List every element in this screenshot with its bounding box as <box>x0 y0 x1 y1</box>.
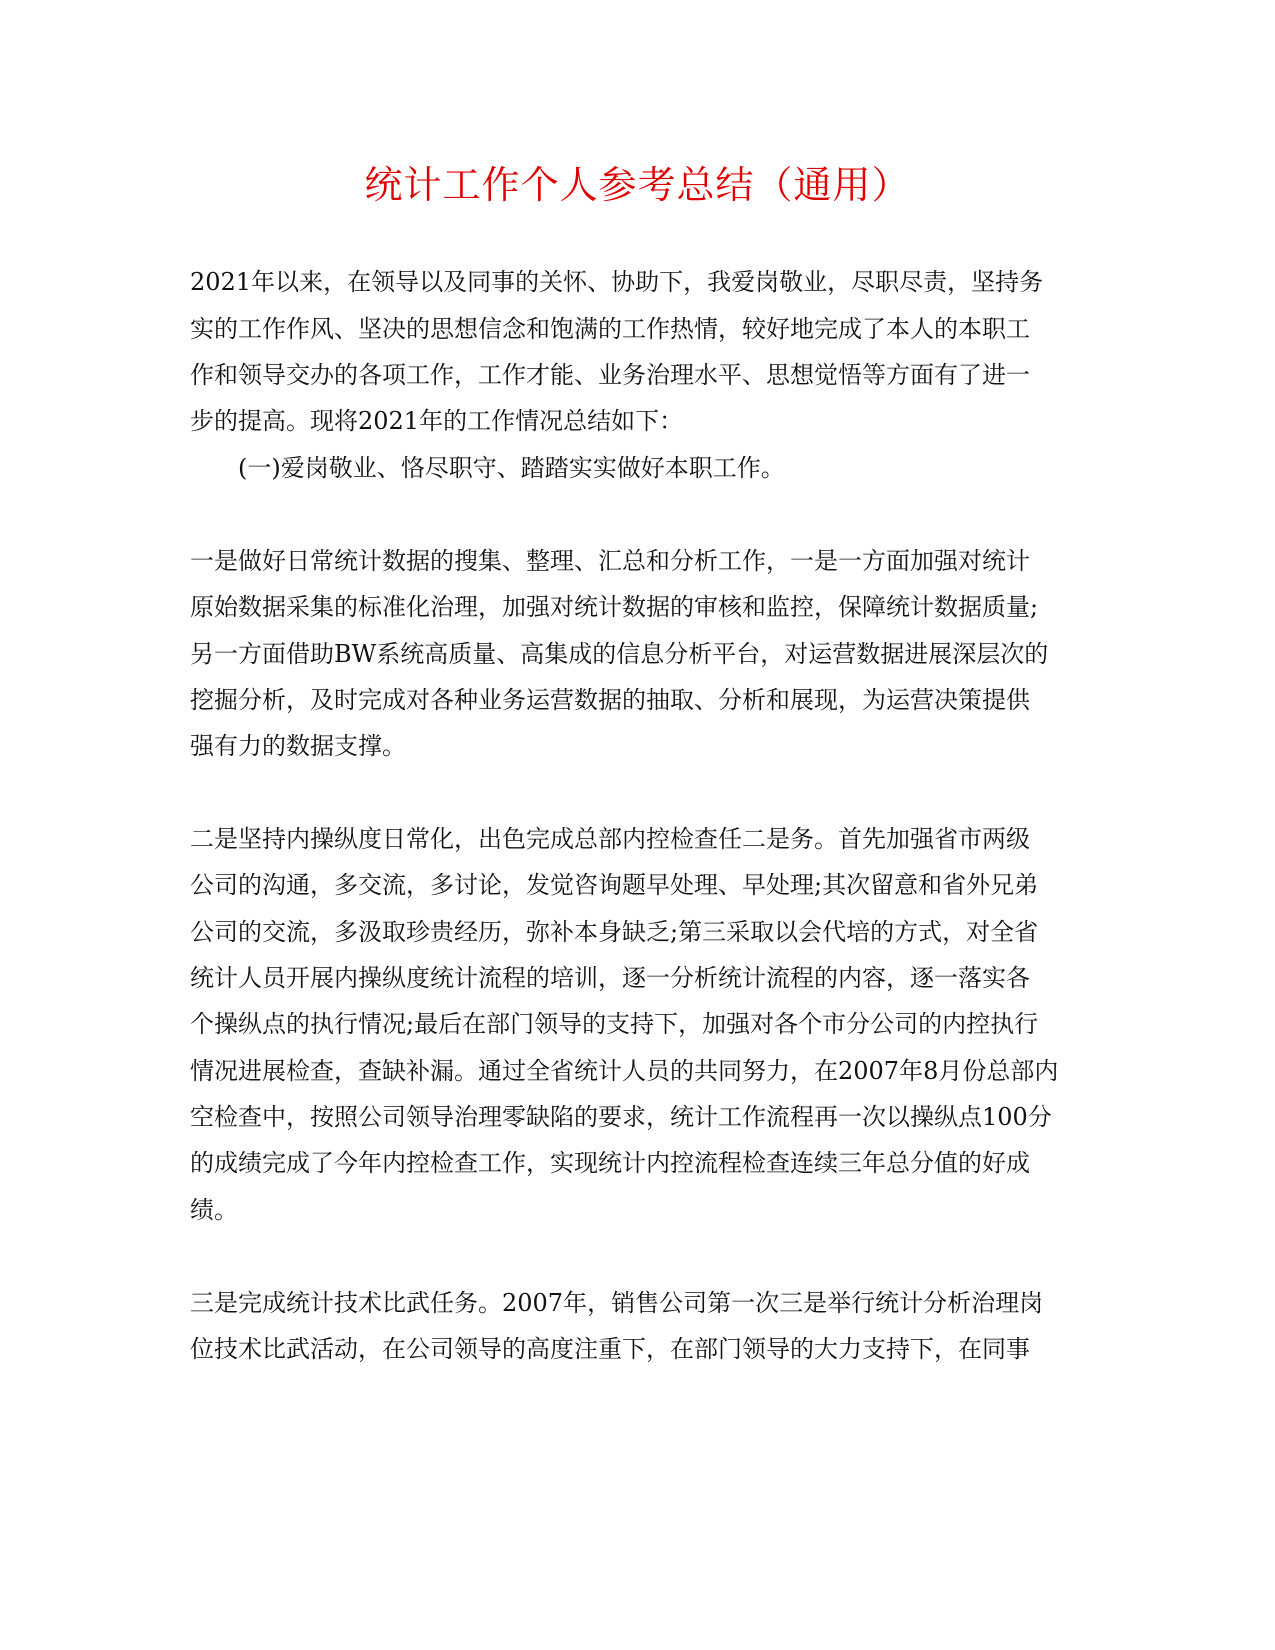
text-line: 三是完成统计技术比武任务。2007年，销售公司第一次三是举行统计分析治理岗 <box>190 1289 1044 1317</box>
text-line: 空检查中，按照公司领导治理零缺陷的要求，统计工作流程再一次以操纵点100分 <box>190 1103 1052 1131</box>
text-line: 公司的沟通，多交流，多讨论，发觉咨询题早处理、早处理;其次留意和省外兄弟 <box>190 871 1039 899</box>
document-title: 统计工作个人参考总结（通用） <box>364 163 911 207</box>
text-line: 强有力的数据支撑。 <box>190 732 406 760</box>
text-line: 步的提高。现将2021年的工作情况总结如下： <box>190 407 684 435</box>
text-line: 实的工作作风、坚决的思想信念和饱满的工作热情，较好地完成了本人的本职工 <box>190 315 1030 343</box>
text-line: 位技术比武活动，在公司领导的高度注重下，在部门领导的大力支持下，在同事 <box>190 1335 1030 1363</box>
text-line: 原始数据采集的标准化治理，加强对统计数据的审核和监控，保障统计数据质量; <box>190 593 1039 621</box>
text-line: 的成绩完成了今年内控检查工作，实现统计内控流程检查连续三年总分值的好成 <box>190 1149 1030 1177</box>
text-line: 情况进展检查，查缺补漏。通过全省统计人员的共同努力，在2007年8月份总部内 <box>190 1057 1059 1085</box>
section-heading: (一)爱岗敬业、恪尽职守、踏踏实实做好本职工作。 <box>238 454 785 482</box>
text-line: 绩。 <box>190 1196 238 1224</box>
text-line: 个操纵点的执行情况;最后在部门领导的支持下，加强对各个市分公司的内控执行 <box>190 1010 1039 1038</box>
text-line: 公司的交流，多汲取珍贵经历，弥补本身缺乏;第三采取以会代培的方式，对全省 <box>190 918 1039 946</box>
text-line: 统计人员开展内操纵度统计流程的培训，逐一分析统计流程的内容，逐一落实各 <box>190 964 1030 992</box>
text-line: 另一方面借助BW系统高质量、高集成的信息分析平台，对运营数据进展深层次的 <box>190 640 1049 668</box>
text-line: 挖掘分析，及时完成对各种业务运营数据的抽取、分析和展现，为运营决策提供 <box>190 686 1030 714</box>
text-line: 作和领导交办的各项工作，工作才能、业务治理水平、思想觉悟等方面有了进一 <box>190 361 1030 389</box>
text-line: 一是做好日常统计数据的搜集、整理、汇总和分析工作，一是一方面加强对统计 <box>190 547 1030 575</box>
text-line: 二是坚持内操纵度日常化，出色完成总部内控检查任二是务。首先加强省市两级 <box>190 825 1030 853</box>
text-line: 2021年以来，在领导以及同事的关怀、协助下，我爱岗敬业，尽职尽责，坚持务 <box>190 268 1044 296</box>
